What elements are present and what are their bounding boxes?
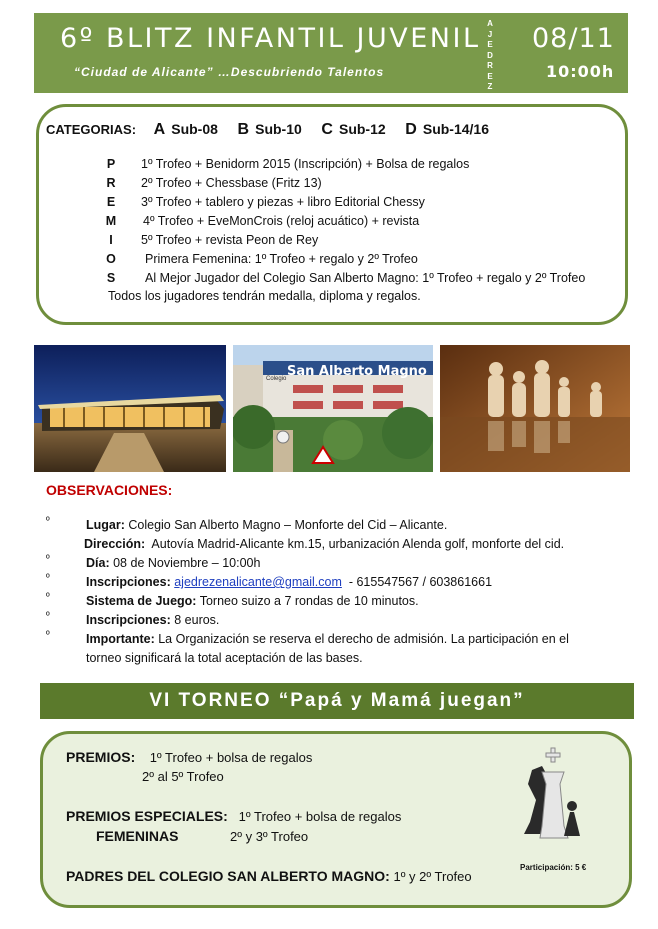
- vertical-letter: J: [487, 29, 493, 39]
- torneo-padres: [66, 868, 472, 884]
- categories-label: CATEGORIAS:: [46, 122, 137, 137]
- chess-pieces-photo: [440, 345, 630, 472]
- torneo-title-band: VI TORNEO “Papá y Mamá juegan”: [40, 683, 634, 719]
- obs-value: Torneo suizo a 7 rondas de 10 minutos.: [199, 594, 419, 608]
- premios-2: 2º al 5º Trofeo: [142, 769, 224, 784]
- bullet-mark: º: [46, 630, 50, 641]
- prize-letter: P: [106, 157, 116, 171]
- prize-text: Al Mejor Jugador del Colegio San Alberto Magno: 1º Trofeo + regalo y 2º Trofeo: [145, 271, 586, 285]
- torneo-femeninas: [96, 828, 178, 844]
- prize-text: 4º Trofeo + EveMonCrois (reloj acuático) + revista: [143, 214, 420, 228]
- vertical-letter: E: [487, 40, 493, 49]
- chess-king-icon: [518, 744, 590, 844]
- torneo-especiales: [66, 808, 401, 824]
- vertical-word: [485, 19, 495, 93]
- prize-text: 3º Trofeo + tablero y piezas + libro Editorial Chessy: [141, 195, 425, 209]
- obs-value: Autovía Madrid-Alicante km.15, urbanización Alenda golf, monforte del cid.: [151, 537, 565, 551]
- especiales-1: 1º Trofeo + bolsa de regalos: [238, 809, 402, 824]
- vertical-letter: R: [487, 61, 493, 70]
- obs-label: Inscripciones:: [86, 575, 171, 589]
- event-time: 10:00h: [546, 62, 615, 81]
- torneo-premios: [66, 749, 312, 765]
- bullet-mark: º: [46, 554, 50, 565]
- prize-text: Primera Femenina: 1º Trofeo + regalo y 2º Trofeo: [145, 252, 418, 266]
- especiales-label: PREMIOS ESPECIALES:: [66, 808, 228, 824]
- bullet-mark: º: [46, 516, 50, 527]
- obs-label: Inscripciones:: [86, 613, 171, 627]
- category-name: Sub-14/16: [422, 121, 489, 137]
- prize-letter: O: [106, 252, 116, 266]
- obs-value: La Organización se reserva el derecho de admisión. La participación en el: [158, 632, 569, 646]
- prize-letter: R: [106, 176, 116, 190]
- obs-label: Sistema de Juego:: [86, 594, 197, 608]
- padres-label: PADRES DEL COLEGIO SAN ALBERTO MAGNO:: [66, 868, 390, 884]
- categories-line: [46, 121, 505, 139]
- observations-title: OBSERVACIONES:: [46, 482, 173, 498]
- obs-importante-cont: torneo significará la total aceptación de las bases.: [86, 651, 363, 665]
- obs-label: Dirección:: [84, 537, 146, 551]
- school-photo: [233, 345, 433, 472]
- obs-label: Importante:: [86, 632, 155, 646]
- obs-value: 08 de Noviembre – 10:00h: [113, 556, 261, 570]
- padres-1: 1º y 2º Trofeo: [393, 869, 472, 884]
- premios-1: 1º Trofeo + bolsa de regalos: [149, 750, 313, 765]
- prize-text: 2º Trofeo + Chessbase (Fritz 13): [141, 176, 322, 190]
- prize-letter: E: [106, 195, 116, 209]
- obs-phones: - 615547567 / 603861661: [348, 575, 493, 589]
- category-letter: C: [321, 121, 333, 138]
- obs-value: 8 euros.: [174, 613, 220, 627]
- school-sign-text: San Alberto Magno: [287, 364, 427, 379]
- premios-label: PREMIOS:: [66, 749, 136, 765]
- bullet-mark: º: [46, 611, 50, 622]
- bullet-mark: º: [46, 592, 50, 603]
- category-name: Sub-12: [338, 121, 386, 137]
- prize-text: 5º Trofeo + revista Peon de Rey: [141, 233, 319, 247]
- vertical-letter: Z: [487, 82, 493, 91]
- event-subtitle: “Ciudad de Alicante” …Descubriendo Talentos: [74, 65, 385, 79]
- all-players-note: Todos los jugadores tendrán medalla, diploma y regalos.: [108, 289, 421, 303]
- category-letter: A: [153, 121, 166, 138]
- obs-label: Día:: [86, 556, 110, 570]
- header-banner: [34, 13, 628, 93]
- event-title: 6º BLITZ INFANTIL JUVENIL: [60, 23, 481, 54]
- prize-text: 1º Trofeo + Benidorm 2015 (Inscripción) + Bolsa de regalos: [141, 157, 470, 171]
- vertical-letter: A: [487, 19, 493, 28]
- femeninas-label: FEMENINAS: [96, 828, 179, 844]
- event-date: 08/11: [532, 23, 615, 54]
- prize-letter: M: [105, 214, 117, 228]
- category-name: Sub-10: [255, 121, 302, 137]
- building-night-photo: [34, 345, 226, 472]
- category-name: Sub-08: [171, 121, 218, 137]
- femeninas-1: 2º y 3º Trofeo: [230, 829, 309, 844]
- bullet-mark: º: [46, 573, 50, 584]
- vertical-letter: E: [487, 71, 493, 81]
- school-sign-small: Colegio: [266, 376, 287, 382]
- obs-label: Lugar:: [86, 518, 125, 532]
- email-link[interactable]: ajedrezenalicante@gmail.com: [174, 575, 342, 589]
- vertical-letter: D: [487, 50, 493, 60]
- obs-value: Colegio San Alberto Magno – Monforte del Cid – Alicante.: [128, 518, 448, 532]
- prize-letter: I: [109, 233, 113, 247]
- category-letter: D: [405, 121, 417, 138]
- prize-letter: S: [106, 271, 116, 285]
- category-letter: B: [237, 121, 250, 138]
- participation-fee: Participación: 5 €: [520, 863, 587, 872]
